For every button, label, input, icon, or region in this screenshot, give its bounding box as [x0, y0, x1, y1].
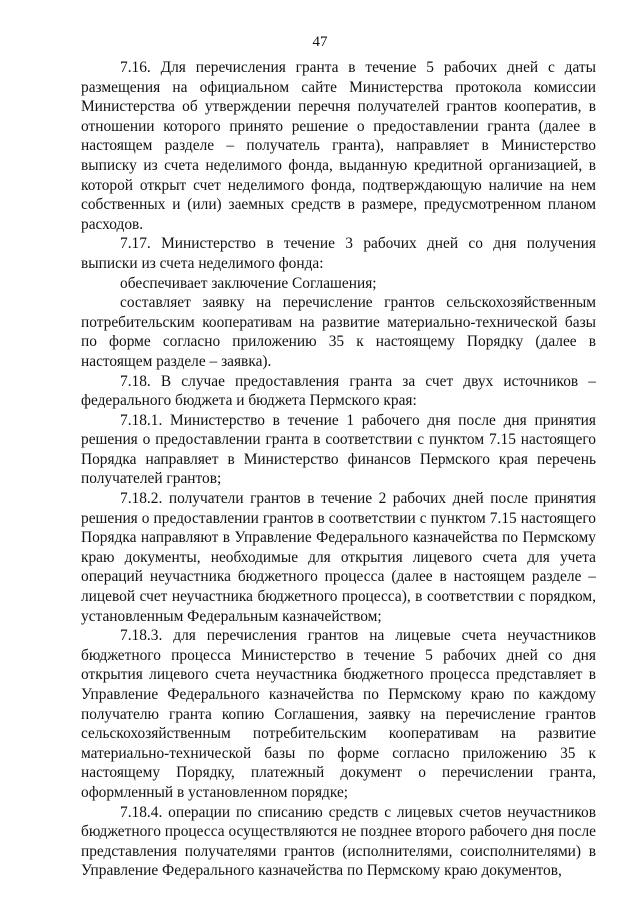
- paragraph-7-18-2: 7.18.2. получатели грантов в течение 2 рабочих дней после принятия решения о предоставлении грантов в соответствии с пунктом 7.15 настоящего Порядка направляют в Управление Федерального казначейства по Пермскому краю документы, необходимые для открытия лицевого счета для учета операций неучастника бюджетного процесса (далее в настоящем разделе – лицевой счет неучастника бюджетного процесса), в соответствии с порядком, установленным Федеральным казначейством;: [81, 490, 596, 625]
- paragraph-7-18-1: 7.18.1. Министерство в течение 1 рабочего дня после дня принятия решения о предоставлении гранта в соответствии с пунктом 7.15 настоящего Порядка направляет в Министерство финансов Пермского края перечень получателей грантов;: [81, 411, 596, 488]
- paragraph-7-17: 7.17. Министерство в течение 3 рабочих дней со дня получения выписки из счета неделимого фонда:: [81, 235, 596, 272]
- document-body: [81, 58, 596, 881]
- paragraph-7-16: 7.16. Для перечисления гранта в течение 5 рабочих дней с даты размещения на официальном сайте Министерства протокола комиссии Министерства об утверждении перечня получателей грантов кооператив, в отношении которого принято решение о предоставлении гранта (далее в настоящем разделе – получатель гранта), направляет в Министерство выписку из счета неделимого фонда, выданную кредитной организацией, в которой открыт счет неделимого фонда, подтверждающую наличие на нем собственных и (или) заемных средств в размере, предусмотренном планом расходов.: [81, 59, 596, 233]
- paragraph-7-17-item-agreement: обеспечивает заключение Соглашения;: [120, 274, 377, 292]
- page-number: 47: [312, 34, 328, 50]
- paragraph-7-17-item-application: составляет заявку на перечисление грантов сельскохозяйственным потребительским кооперативам на развитие материально-технической базы по форме согласно приложению 35 к настоящему Порядку (далее в настоящем разделе – заявка).: [81, 294, 596, 370]
- paragraph-7-18-4: 7.18.4. операции по списанию средств с лицевых счетов неучастников бюджетного процесса осуществляются не позднее второго рабочего дня после представления получателями грантов (исполнителями, соисполнителями) в Управление Федерального казначейства по Пермскому краю документов,: [81, 803, 596, 880]
- paragraph-7-18: 7.18. В случае предоставления гранта за счет двух источников – федерального бюджета и бюджета Пермского края:: [81, 372, 596, 410]
- paragraph-7-18-3: 7.18.3. для перечисления грантов на лицевые счета неучастников бюджетного процесса Министерство в течение 5 рабочих дней со дня открытия лицевого счета неучастника бюджетного процесса представляет в Управление Федерального казначейства по Пермскому краю по каждому получателю гранта копию Соглашения, заявку на перечисление грантов сельскохозяйственным потребительским кооперативам на развитие материально-технической базы по форме согласно приложению 35 к настоящему Порядку, платежный документ о перечислении гранта, оформленный в установленном порядке;: [81, 627, 596, 801]
